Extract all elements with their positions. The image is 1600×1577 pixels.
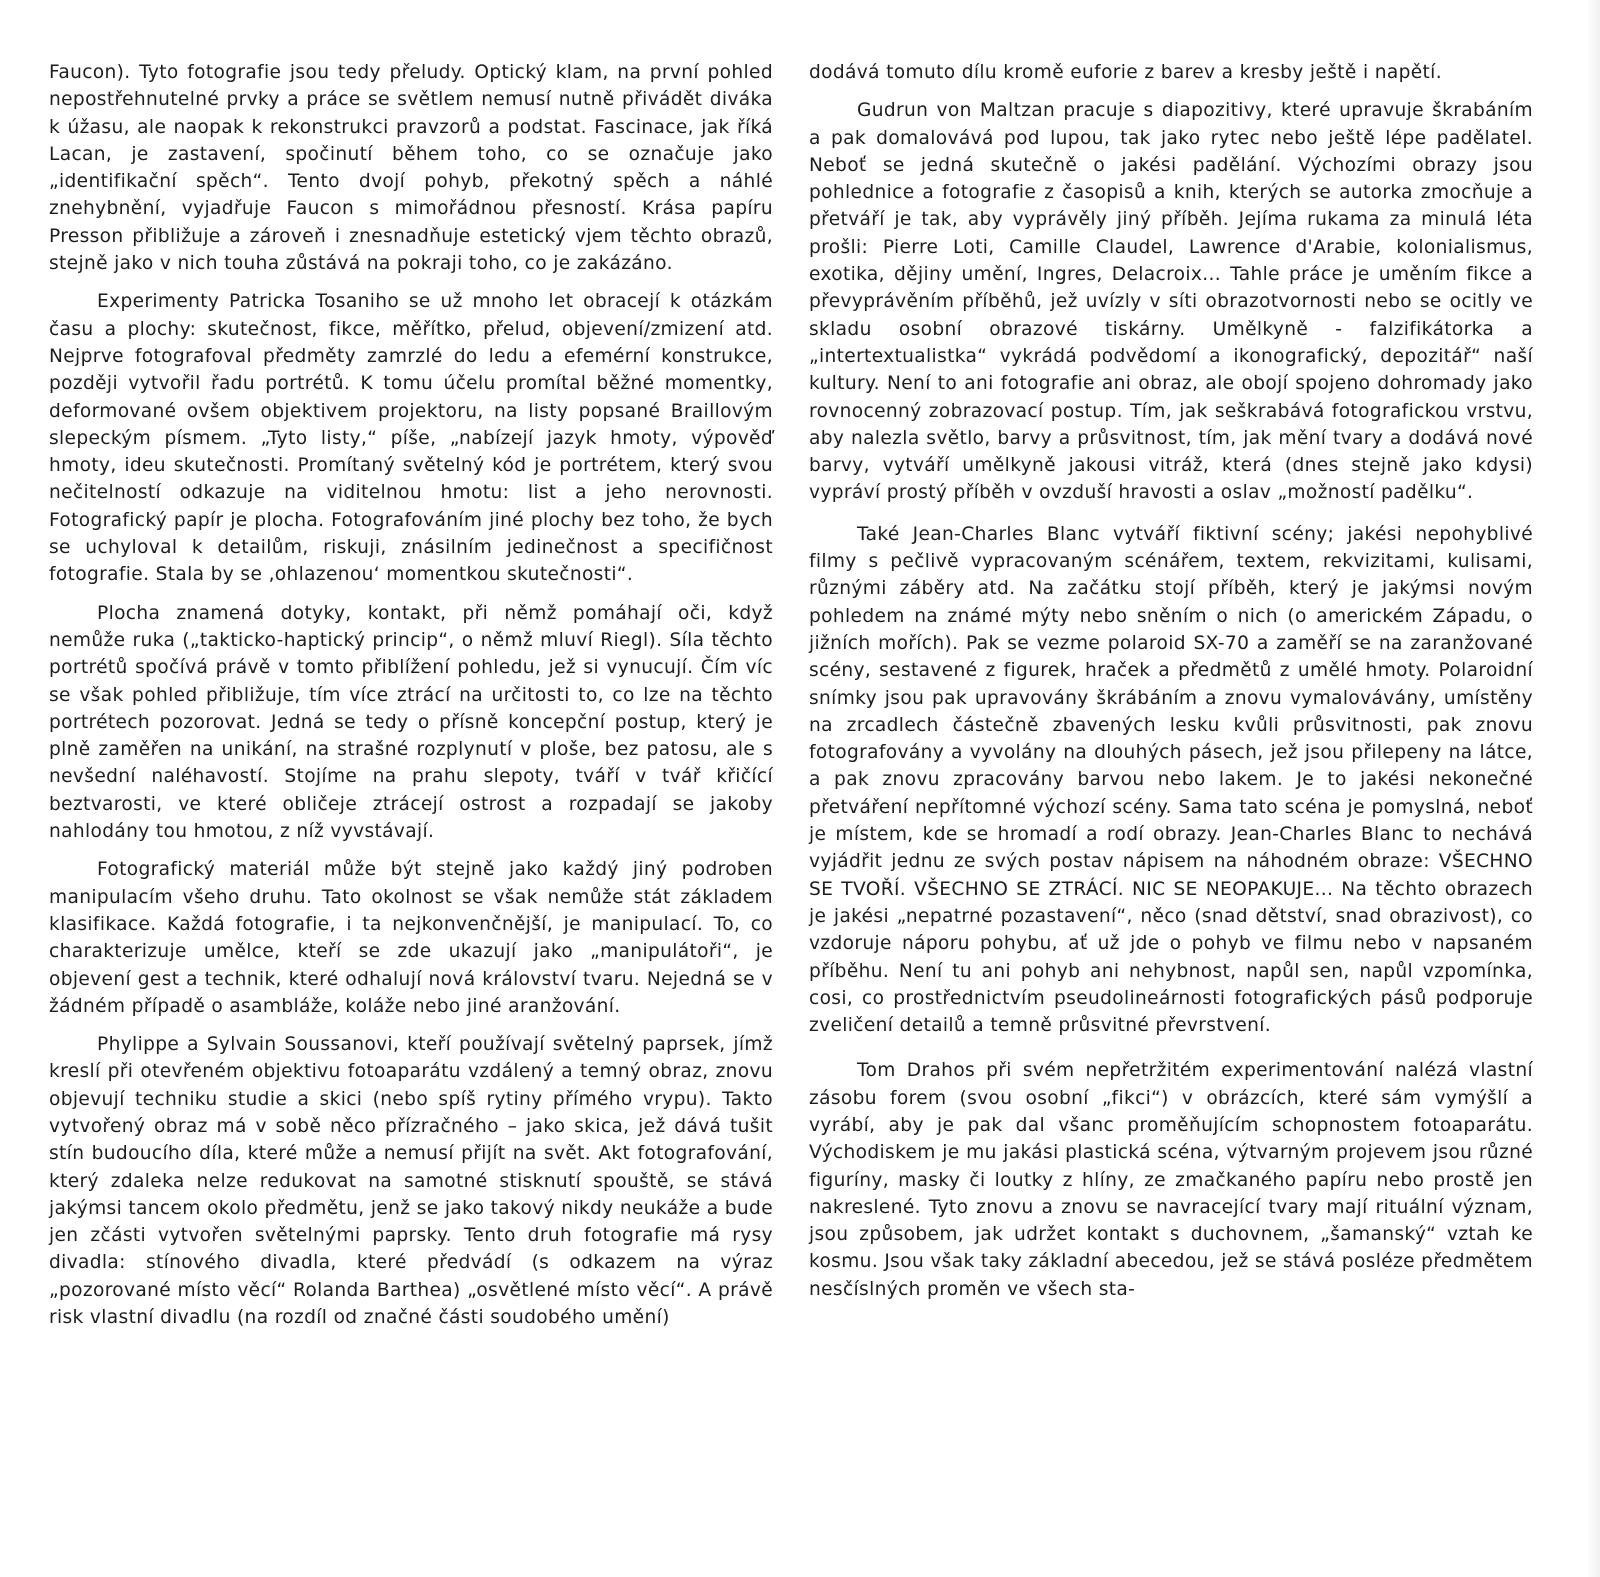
paragraph-drahos: Tom Drahos při svém nepřetržitém experimentování nalézá vlastní zásobu forem (svou osobní „fikci“) v obrázcích, které sám vymýšlí a vyrábí, aby je pak dal všanc proměňujícím schopnostem fotoaparátu. Východiskem je mu jakási plastická scéna, výtvarným projevem jsou různé figuríny, masky či loutky z hlíny, ze zmačkaného papíru nebo prostě jen nakreslené. Tyto znovu a znovu se navracející tvary mají rituální význam, jsou způsobem, jak udržet kontakt s duchovnem, „šamanský“ vztah ke kosmu. Jsou však taky základní abecedou, jež se stává posléze předmětem nesčíslných proměn ve všech sta-	[809, 1060, 1533, 1300]
paragraph-soussanovi: Phylippe a Sylvain Soussanovi, kteří používají světelný paprsek, jímž kreslí při otevřeném objektivu fotoaparátu vzdálený a temný obraz, znovu objevují techniku studie a skici (nebo spíš rytiny přímého vrypu). Takto vytvořený obraz má v sobě něco přízračného – jako skica, jež dává tušit stín budoucího díla, které může a nemusí přijít na svět. Akt fotografování, který zdaleka nelze redukovat na samotné stisknutí spouště, se stává jakýmsi tancem okolo předmětu, jenž se jako takový nikdy neukáže a bude jen zčásti vytvořen světelnými paprsky. Tento druh fotografie má rysy divadla: stínového divadla, které předvádí (s odkazem na výraz „pozorované místo věcí“ Rolanda Barthea) „osvětlené místo věcí“. A právě risk vlastní divadlu (na rozdíl od značné části soudobého umění)	[49, 1034, 773, 1329]
paragraph-faucon: Faucon). Tyto fotografie jsou tedy přeludy. Optický klam, na první pohled nepostřehnutelné prvky a práce se světlem nemusí nutně přivádět diváka k úžasu, ale naopak k rekonstrukci pravzorů a podstat. Fascinace, jak říká Lacan, je zastavení, spočinutí během toho, co se označuje jako „identifikační spěch“. Tento dvojí pohyb, překotný spěch a náhlé znehybnění, vyjadřuje Faucon s mimořádnou přesností. Krása papíru Presson přibližuje a zároveň i znesnadňuje estetický vjem těchto obrazů, stejně jako v nich touha zůstává na pokraji toho, co je zakázáno.	[49, 62, 773, 275]
left-text-column	[49, 59, 773, 1331]
page-edge-shadow	[1586, 0, 1600, 1577]
paragraph-continuation: dodává tomuto dílu kromě euforie z barev a kresby ještě i napětí.	[809, 62, 1442, 83]
paragraph-plocha: Plocha znamená dotyky, kontakt, při němž pomáhají oči, když nemůže ruka („takticko-haptický princip“, o němž mluví Riegl). Síla těchto portrétů spočívá právě v tomto přiblížení pohledu, jež si vynucují. Čím víc se však pohled přibližuje, tím více ztrácí na určitosti to, co lze na těchto portrétech pozorovat. Jedná se tedy o přísně koncepční postup, který je plně zaměřen na unikání, na strašné rozplynutí v ploše, bez patosu, ale s nevšední naléhavostí. Stojíme na prahu slepoty, tváří v tvář křičící beztvarosti, ve které obličeje ztrácejí ostrost a rozpadají se jakoby nahlodány tou hmotou, z níž vyvstávají.	[49, 602, 773, 843]
right-text-column	[809, 59, 1533, 1303]
paragraph-maltzan: Gudrun von Maltzan pracuje s diapozitivy, které upravuje škrabáním a pak domalovává pod lupou, tak jako rytec nebo ještě lépe padělatel. Neboť se jedná skutečně o jakési padělání. Výchozími obrazy jsou pohlednice a fotografie z časopisů a knih, kterých se autorka zmocňuje a přetváří je tak, aby vyprávěly jiný příběh. Jejíma rukama za minulá léta prošli: Pierre Loti, Camille Claudel, Lawrence d'Arabie, kolonialismus, exotika, dějiny umění, Ingres, Delacroix... Tahle práce je uměním fikce a převyprávěním příběhů, jež uvízly v síti obrazotvornosti nebo se ocitly ve skladu osobní obrazové tiskárny. Umělkyně - falzifikátorka a „intertextualistka“ vykrádá podvědomí a ikonografický, depozitář“ naší kultury. Není to ani fotografie ani obraz, ale obojí spojeno dohromady jako rovnocenný zobrazovací postup. Tím, jak seškrabává fotografickou vrstvu, aby nalezla světlo, barvy a průsvitnost, tím, jak mění tvary a dodává nové barvy, vytváří umělkyně jakousi vitráž, která (dnes stejně jako kdysi) vypráví prostý příběh v ovzduší hravosti a oslav „možností padělku“.	[809, 100, 1533, 504]
paragraph-blanc: Také Jean-Charles Blanc vytváří fiktivní scény; jakési nepohyblivé filmy s pečlivě vypracovaným scénářem, textem, rekvizitami, kulisami, různými záběry atd. Na začátku stojí příběh, který je jakýmsi novým pohledem na známé mýty nebo sněním o nich (o americkém Západu, o jižních mořích). Pak se vezme polaroid SX-70 a zaměří se na zaranžované scény, sestavené z figurek, hraček a předmětů z umělé hmoty. Polaroidní snímky jsou pak upravovány škrábáním a znovu vymalovávány, umístěny na zrcadlech částečně zbavených lesku kvůli průsvitnosti, pak znovu fotografovány a vyvolány na dlouhých pásech, jež jsou přilepeny na látce, a pak znovu zpracovány barvou nebo lakem. Je to jakési nekonečné přetváření nepřítomné výchozí scény. Sama tato scéna je pomyslná, neboť je místem, kde se hromadí a rodí obrazy. Jean-Charles Blanc to nechává vyjádřit jednu ze svých postav nápisem na náhodném obraze: VŠECHNO SE TVOŘÍ. VŠECHNO SE ZTRÁCÍ. NIC SE NEOPAKUJE... Na těchto obrazech je jakési „nepatrné pozastavení“, něco (snad dětství, snad obrazivost), co vzdoruje náporu pohybu, ať už jde o pohyb ve filmu nebo v napsaném příběhu. Není tu ani pohyb ani nehybnost, napůl sen, napůl vzpomínka, cosi, co prostřednictvím pseudolineárnosti fotografických pásů podporuje zveličení detailů a temně průsvitné převrstvení.	[809, 523, 1533, 1037]
paragraph-tosani: Experimenty Patricka Tosaniho se už mnoho let obracejí k otázkám času a plochy: skutečnost, fikce, měřítko, přelud, objevení/zmizení atd. Nejprve fotografoval předměty zamrzlé do ledu a efemérní konstrukce, později vytvořil řadu portrétů. K tomu účelu promítal běžné momentky, deformované ovšem objektivem projektoru, na listy popsané Braillovým slepeckým písmem. „Tyto listy,“ píše, „nabízejí jazyk hmoty, výpověď hmoty, ideu skutečnosti. Promítaný světelný kód je portrétem, který svou nečitelností odkazuje na viditelnou hmotu: list a jeho nerovnosti. Fotografický papír je plocha. Fotografováním jiné plochy bez toho, že bych se uchyloval k detailům, riskuji, znásilním jedinečnost a specifičnost fotografie. Stala by se ‚ohlazenou‘ momentkou skutečnosti“.	[49, 291, 773, 586]
paragraph-manipulace: Fotografický materiál může být stejně jako každý jiný podroben manipulacím všeho druhu. Tato okolnost se však nemůže stát základem klasifikace. Každá fotografie, i ta nejkonvenčnější, je manipulací. To, co charakterizuje umělce, kteří se zde ukazují jako „manipulátoři“, je objevení gest a technik, které odhalují nová království tvaru. Nejedná se v žádném případě o asambláže, koláže nebo jiné aranžování.	[49, 859, 773, 1017]
